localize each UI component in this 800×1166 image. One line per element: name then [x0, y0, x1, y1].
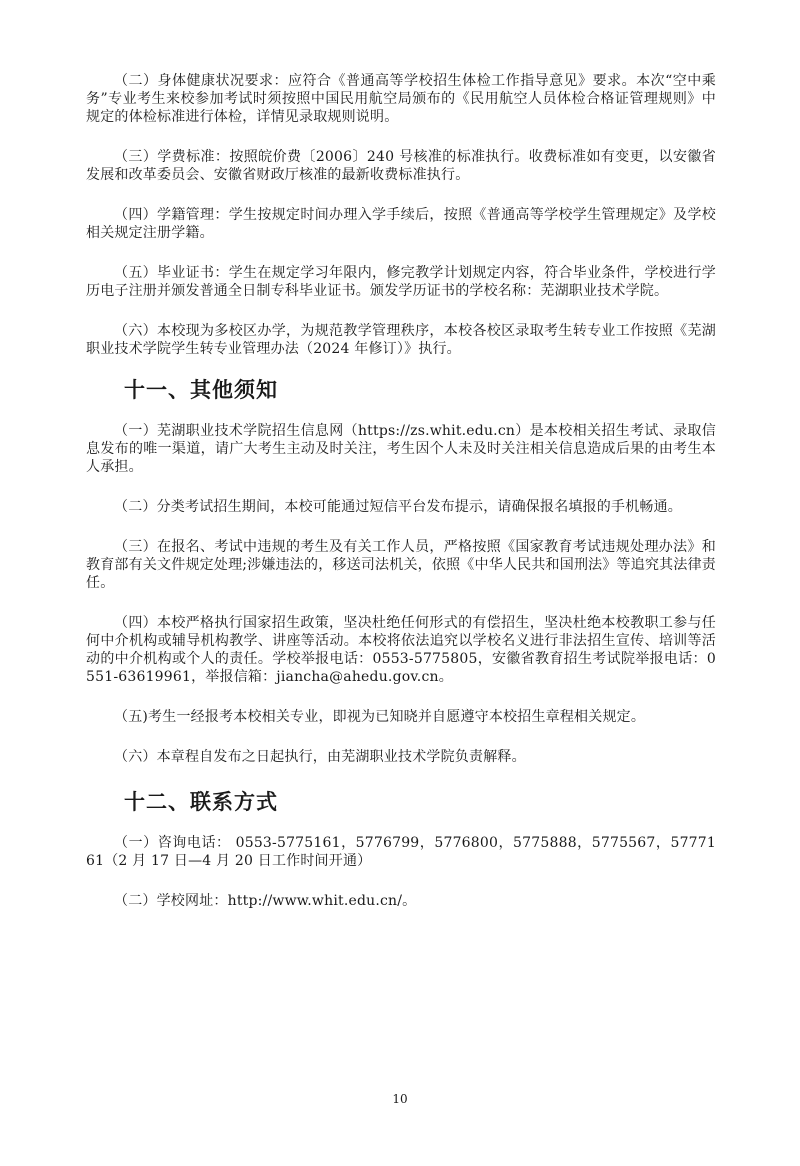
- para-multi-campus: （六）本校现为多校区办学，为规范教学管理秩序，本校各校区录取考生转专业工作按照《芜湖职业技术学院学生转专业管理办法（2024 年修订）》执行。: [86, 323, 716, 357]
- para-tuition: （三）学费标准：按照皖价费〔2006〕240 号核准的标准执行。收费标准如有变更，以安徽省发展和改革委员会、安徽省财政厅核准的最新收费标准执行。: [86, 149, 716, 183]
- heading-contact: 十二、联系方式: [124, 790, 278, 814]
- para-website: （二）学校网址：http://www.whit.edu.cn/。: [114, 893, 417, 909]
- para-phone: （一）咨询电话： 0553-5775161，5776799，5776800，5775888，5775567，5777161（2 月 17 日—4 月 20 日工作时间开通）: [86, 835, 716, 869]
- para-acknowledge: （五)考生一经报考本校相关专业，即视为已知晓并自愿遵守本校招生章程相关规定。: [114, 709, 646, 725]
- para-violations: （三）在报名、考试中违规的考生及有关工作人员，严格按照《国家教育考试违规处理办法》和教育部有关文件规定处理;涉嫌违法的，移送司法机关，依照《中华人民共和国刑法》等追究其法律责任。: [86, 539, 716, 591]
- heading-other-notices: 十一、其他须知: [124, 378, 278, 402]
- para-student-status: （四）学籍管理：学生按规定时间办理入学手续后，按照《普通高等学校学生管理规定》及学校相关规定注册学籍。: [86, 207, 716, 241]
- para-physical-health: （二）身体健康状况要求：应符合《普通高等学校招生体检工作指导意见》要求。本次“空中乘务”专业考生来校参加考试时须按照中国民用航空局颁布的《民用航空人员体检合格证管理规则》中规定的体检标准进行体检，详情见录取规则说明。: [86, 73, 716, 125]
- para-info-website: （一）芜湖职业技术学院招生信息网（https://zs.whit.edu.cn）是本校相关招生考试、录取信息发布的唯一渠道，请广大考生主动及时关注，考生因个人未及时关注相关信息造成后果的由考生本人承担。: [86, 423, 716, 475]
- para-sms-notice: （二）分类考试招生期间，本校可能通过短信平台发布提示，请确保报名填报的手机畅通。: [114, 499, 682, 515]
- page-number: 10: [392, 1092, 408, 1106]
- para-effective: （六）本章程自发布之日起执行，由芜湖职业技术学院负责解释。: [114, 749, 526, 765]
- para-diploma: （五）毕业证书：学生在规定学习年限内，修完教学计划规定内容，符合毕业条件，学校进行学历电子注册并颁发普通全日制专科毕业证书。颁发学历证书的学校名称：芜湖职业技术学院。: [86, 265, 716, 299]
- document-body: [86, 72, 716, 932]
- para-report-hotline: （四）本校严格执行国家招生政策，坚决杜绝任何形式的有偿招生，坚决杜绝本校教职工参与任何中介机构或辅导机构教学、讲座等活动。本校将依法追究以学校名义进行非法招生宣传、培训等活动的中介机构或个人的责任。学校举报电话：0553-5775805，安徽省教育招生考试院举报电话：0551-63619961，举报信箱：jiancha@ahedu.gov.cn。: [86, 615, 716, 685]
